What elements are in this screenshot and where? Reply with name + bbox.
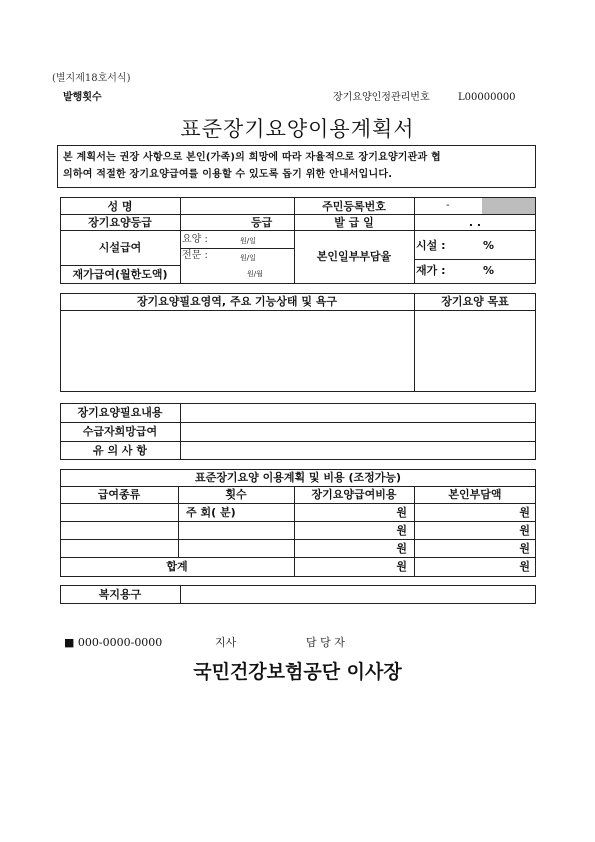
goal-header: 장기요양 목표 — [441, 295, 509, 308]
copay-home-label: 재가 : — [416, 264, 446, 277]
grade-field[interactable] — [181, 215, 247, 229]
required-content-label: 장기요양필요내용 — [77, 406, 163, 419]
mgmt-no-label: 장기요양인정관리번호 — [333, 92, 430, 103]
col-self: 본인부담액 — [448, 488, 502, 501]
name-field[interactable] — [181, 198, 293, 213]
notes-label: 유 의 사 항 — [93, 444, 147, 457]
intro-line-1: 본 계획서는 권장 사항으로 본인(가족)의 희망에 따라 자율적으로 장기요양기관과 협 — [63, 152, 441, 163]
self-won-2: 원 — [519, 524, 530, 537]
copay-facility-label: 시설 : — [416, 239, 446, 252]
form-number: (별지제18호서식) — [52, 73, 131, 84]
required-content-field[interactable] — [181, 404, 535, 421]
care-unit: 원/일 — [240, 237, 256, 245]
self-won-3: 원 — [519, 542, 530, 555]
col-cost: 장기요양급여비용 — [311, 488, 397, 501]
rrn-dash: - — [446, 200, 450, 211]
needs-field[interactable] — [61, 311, 413, 391]
cost-won-1: 원 — [396, 506, 407, 519]
grade-unit: 등급 — [251, 216, 273, 229]
copay-label: 본인일부부담율 — [316, 250, 392, 263]
rrn-shaded-cell — [482, 198, 535, 214]
welfare-label: 복지용구 — [98, 588, 142, 601]
self-won-1: 원 — [519, 506, 530, 519]
self-won-total: 원 — [519, 560, 530, 573]
count-example: 주 회( 분) — [186, 506, 236, 519]
rrn-label: 주민등록번호 — [322, 200, 386, 213]
total-label: 합계 — [166, 560, 188, 573]
copay-home-unit: % — [483, 264, 495, 277]
issuer-title: 국민건강보험공단 이사장 — [193, 661, 402, 683]
copay-facility-unit: % — [483, 239, 495, 252]
cost-won-2: 원 — [396, 524, 407, 537]
name-label: 성 명 — [107, 200, 133, 213]
home-label: 재가급여(월한도액) — [72, 268, 168, 281]
issue-count-label: 발행횟수 — [63, 92, 102, 103]
special-unit: 원/일 — [240, 254, 256, 262]
cost-won-3: 원 — [396, 542, 407, 555]
goal-field[interactable] — [415, 311, 535, 391]
phone-number: ■ 000-0000-0000 — [64, 636, 163, 649]
intro-line-2: 의하여 적절한 장기요양급여를 이용할 수 있도록 돕기 위한 안내서입니다. — [63, 169, 393, 180]
facility-label: 시설급여 — [98, 241, 142, 254]
issue-date-label: 발 급 일 — [334, 216, 374, 229]
col-type: 급여종류 — [97, 488, 141, 501]
branch-label: 지사 — [215, 636, 237, 649]
grade-label: 장기요양등급 — [88, 216, 152, 229]
plan-header: 표준장기요양 이용계획 및 비용 (조정가능) — [194, 471, 401, 484]
special-label: 전문 : — [182, 250, 208, 261]
issue-date-value: . . — [468, 216, 482, 229]
welfare-field[interactable] — [181, 586, 535, 603]
mgmt-no-value: L00000000 — [458, 92, 516, 103]
notes-field[interactable] — [181, 442, 535, 459]
home-unit: 원/월 — [247, 270, 263, 278]
rrn-field[interactable] — [415, 198, 481, 213]
page-title: 표준장기요양이용계획서 — [180, 117, 415, 141]
cost-won-total: 원 — [396, 560, 407, 573]
care-label: 요양 : — [182, 234, 208, 245]
desired-benefit-label: 수급자희망급여 — [82, 425, 158, 438]
officer-label: 담 당 자 — [306, 636, 345, 649]
needs-header: 장기요양필요영역, 주요 기능상태 및 욕구 — [136, 295, 338, 308]
col-count: 횟수 — [225, 488, 247, 501]
desired-benefit-field[interactable] — [181, 423, 535, 440]
